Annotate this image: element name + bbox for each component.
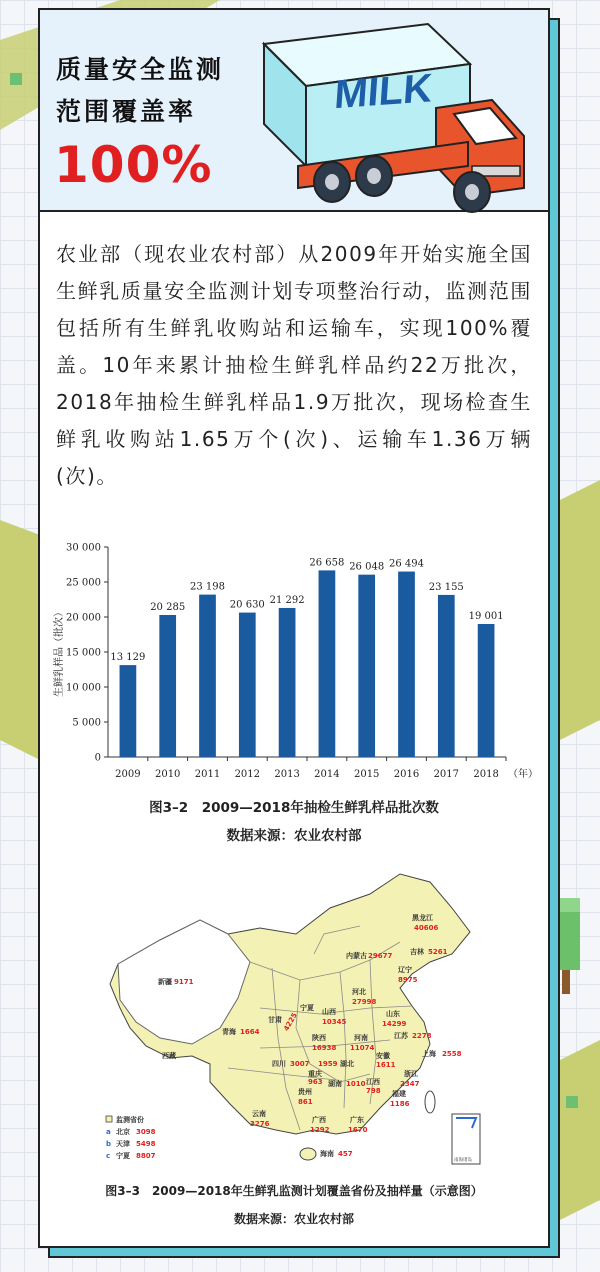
bar: [239, 613, 256, 757]
bar-value-label: 20 285: [150, 602, 186, 614]
x-tick-label: 2014: [314, 769, 340, 780]
province-value: 10345: [322, 1018, 347, 1026]
china-map: [100, 868, 500, 1170]
province-label: 四川: [272, 1060, 286, 1068]
bar-value-label: 21 292: [269, 594, 305, 606]
inset-label: 南海诸岛: [454, 1158, 472, 1163]
x-tick-label: 2009: [115, 769, 141, 780]
province-value: 11074: [350, 1044, 375, 1052]
x-tick-label: 2015: [353, 769, 380, 780]
province-label: 陕西: [312, 1034, 326, 1042]
province-value: 861: [298, 1098, 313, 1106]
province-label: 吉林: [410, 948, 424, 956]
province-value: 963: [308, 1078, 323, 1086]
x-tick-label: 2018: [473, 769, 499, 780]
x-tick-label: 2016: [393, 769, 420, 780]
legend-name: 北京: [116, 1128, 130, 1136]
province-value: 1186: [390, 1100, 410, 1108]
map-legend: [106, 1115, 156, 1160]
province-value: 14299: [382, 1020, 407, 1028]
bar: [358, 575, 375, 757]
province-value: 9171: [174, 978, 194, 986]
legend-key: a: [106, 1128, 111, 1136]
x-tick-label: 2013: [274, 769, 300, 780]
province-value: 1611: [376, 1061, 396, 1069]
bar-value-label: 20 630: [229, 599, 265, 611]
bar: [478, 624, 495, 757]
province-value: 3276: [250, 1120, 270, 1128]
province-value: 4225: [282, 1011, 299, 1033]
y-tick-label: 25 000: [66, 577, 101, 589]
province-label: 安徽: [376, 1052, 390, 1060]
province-label: 湖南: [328, 1080, 342, 1088]
bar: [398, 572, 415, 757]
bar: [279, 608, 296, 757]
y-axis-title: 生鲜乳样品（批次）: [54, 607, 65, 697]
province-label: 山东: [386, 1010, 400, 1018]
bar-value-label: 26 658: [309, 557, 345, 569]
province-value: 1664: [240, 1028, 260, 1036]
province-label: 广西: [312, 1116, 326, 1124]
map-source: 数据来源：农业农村部: [233, 1212, 354, 1226]
bar-value-label: 19 001: [468, 610, 504, 622]
province-value: 5261: [428, 948, 448, 956]
province-value: 2558: [442, 1050, 462, 1058]
headline-line2: 范围覆盖率: [56, 97, 197, 126]
province-label: 贵州: [298, 1088, 312, 1096]
province-label: 河南: [354, 1034, 368, 1042]
bar-value-label: 13 129: [110, 652, 146, 664]
province-value: 1959: [318, 1060, 338, 1068]
bar-value-label: 26 048: [349, 561, 385, 573]
y-tick-label: 15 000: [66, 647, 101, 659]
bar: [159, 615, 176, 757]
taiwan-island: [425, 1091, 435, 1113]
milk-truck-icon: [258, 16, 548, 216]
south-china-sea-inset: [452, 1114, 480, 1164]
coverage-percent: 100%: [54, 136, 213, 194]
map-caption: 图3–3 2009—2018年生鲜乳监测计划覆盖省份及抽样量（示意图）: [105, 1184, 483, 1198]
content-card: [38, 8, 550, 1248]
chart-caption: 图3–2 2009—2018年抽检生鲜乳样品批次数: [149, 800, 439, 816]
truck-label: MILK: [333, 65, 434, 118]
headline-line1: 质量安全监测: [56, 55, 225, 84]
province-value: 27998: [352, 998, 377, 1006]
province-label: 青海: [222, 1028, 236, 1036]
province-label: 新疆: [158, 978, 172, 986]
y-tick-label: 20 000: [66, 612, 101, 624]
x-tick-label: 2011: [194, 769, 221, 780]
province-label: 江西: [366, 1078, 380, 1086]
province-label: 广东: [350, 1116, 364, 1124]
chart-source: 数据来源：农业农村部: [226, 828, 362, 844]
legend-key: c: [106, 1152, 111, 1160]
bar: [319, 570, 336, 757]
province-label: 黑龙江: [412, 914, 433, 922]
legend-key: b: [106, 1140, 112, 1148]
province-label: 上海: [422, 1050, 436, 1058]
legend-name: 天津: [116, 1140, 130, 1148]
y-tick-label: 0: [94, 752, 101, 764]
province-label: 辽宁: [398, 966, 412, 974]
y-tick-label: 5 000: [72, 717, 101, 729]
province-label: 江苏: [394, 1032, 408, 1040]
x-tick-label: 2012: [234, 769, 261, 780]
legend-value: 3098: [136, 1128, 156, 1136]
province-value: 1010: [346, 1080, 366, 1088]
province-label: 湖北: [340, 1060, 354, 1068]
header-band: [40, 10, 548, 212]
province-label: 云南: [252, 1110, 266, 1118]
province-value: 457: [338, 1150, 353, 1158]
body-paragraph: 农业部（现农业农村部）从2009年开始实施全国生鲜乳质量安全监测计划专项整治行动，监测范围包括所有生鲜乳收购站和运输车，实现100%覆盖。10年来累计抽检生鲜乳样品约22万批次，2018年抽检生鲜乳样品1.9万批次，现场检查生鲜乳收购站1.65万个(次)、运输车1.36万辆(次)。: [56, 242, 532, 488]
province-label: 宁夏: [300, 1004, 314, 1012]
province-label: 西藏: [162, 1052, 176, 1060]
province-value: 3007: [290, 1060, 310, 1068]
province-value: 16938: [312, 1044, 337, 1052]
province-value: 2347: [400, 1080, 420, 1088]
province-label: 河北: [352, 988, 366, 996]
province-value: 8975: [398, 976, 418, 984]
legend-value: 8807: [136, 1152, 156, 1160]
province-label: 山西: [322, 1008, 336, 1016]
bar: [120, 665, 137, 757]
province-label: 福建: [392, 1090, 406, 1098]
province-label: 重庆: [308, 1070, 322, 1078]
hainan-island: [300, 1148, 316, 1160]
bar-value-label: 23 198: [190, 581, 225, 593]
legend-name: 宁夏: [116, 1152, 130, 1160]
province-label: 甘肃: [268, 1016, 282, 1024]
bar-value-label: 26 494: [389, 558, 424, 570]
y-tick-label: 10 000: [66, 682, 101, 694]
province-value: 40606: [414, 924, 439, 932]
province-label: 内蒙古: [346, 952, 367, 960]
legend-title: 监测省份: [116, 1116, 144, 1124]
province-label: 海南: [320, 1150, 334, 1158]
x-tick-label: 2010: [154, 769, 181, 780]
bar: [438, 595, 455, 757]
province-value: 1670: [348, 1126, 368, 1134]
bar: [199, 595, 216, 757]
bar-value-label: 23 155: [428, 581, 464, 593]
legend-value: 5498: [136, 1140, 156, 1148]
province-value: 29677: [368, 952, 393, 960]
province-value: 798: [366, 1087, 381, 1095]
bar-chart: [40, 535, 548, 805]
province-value: 1292: [310, 1126, 330, 1134]
province-value: 2278: [412, 1032, 432, 1040]
province-label: 浙江: [404, 1070, 418, 1078]
x-tick-label: 2017: [433, 769, 460, 780]
y-tick-label: 30 000: [66, 542, 101, 554]
x-axis-unit: （年）: [508, 769, 538, 780]
